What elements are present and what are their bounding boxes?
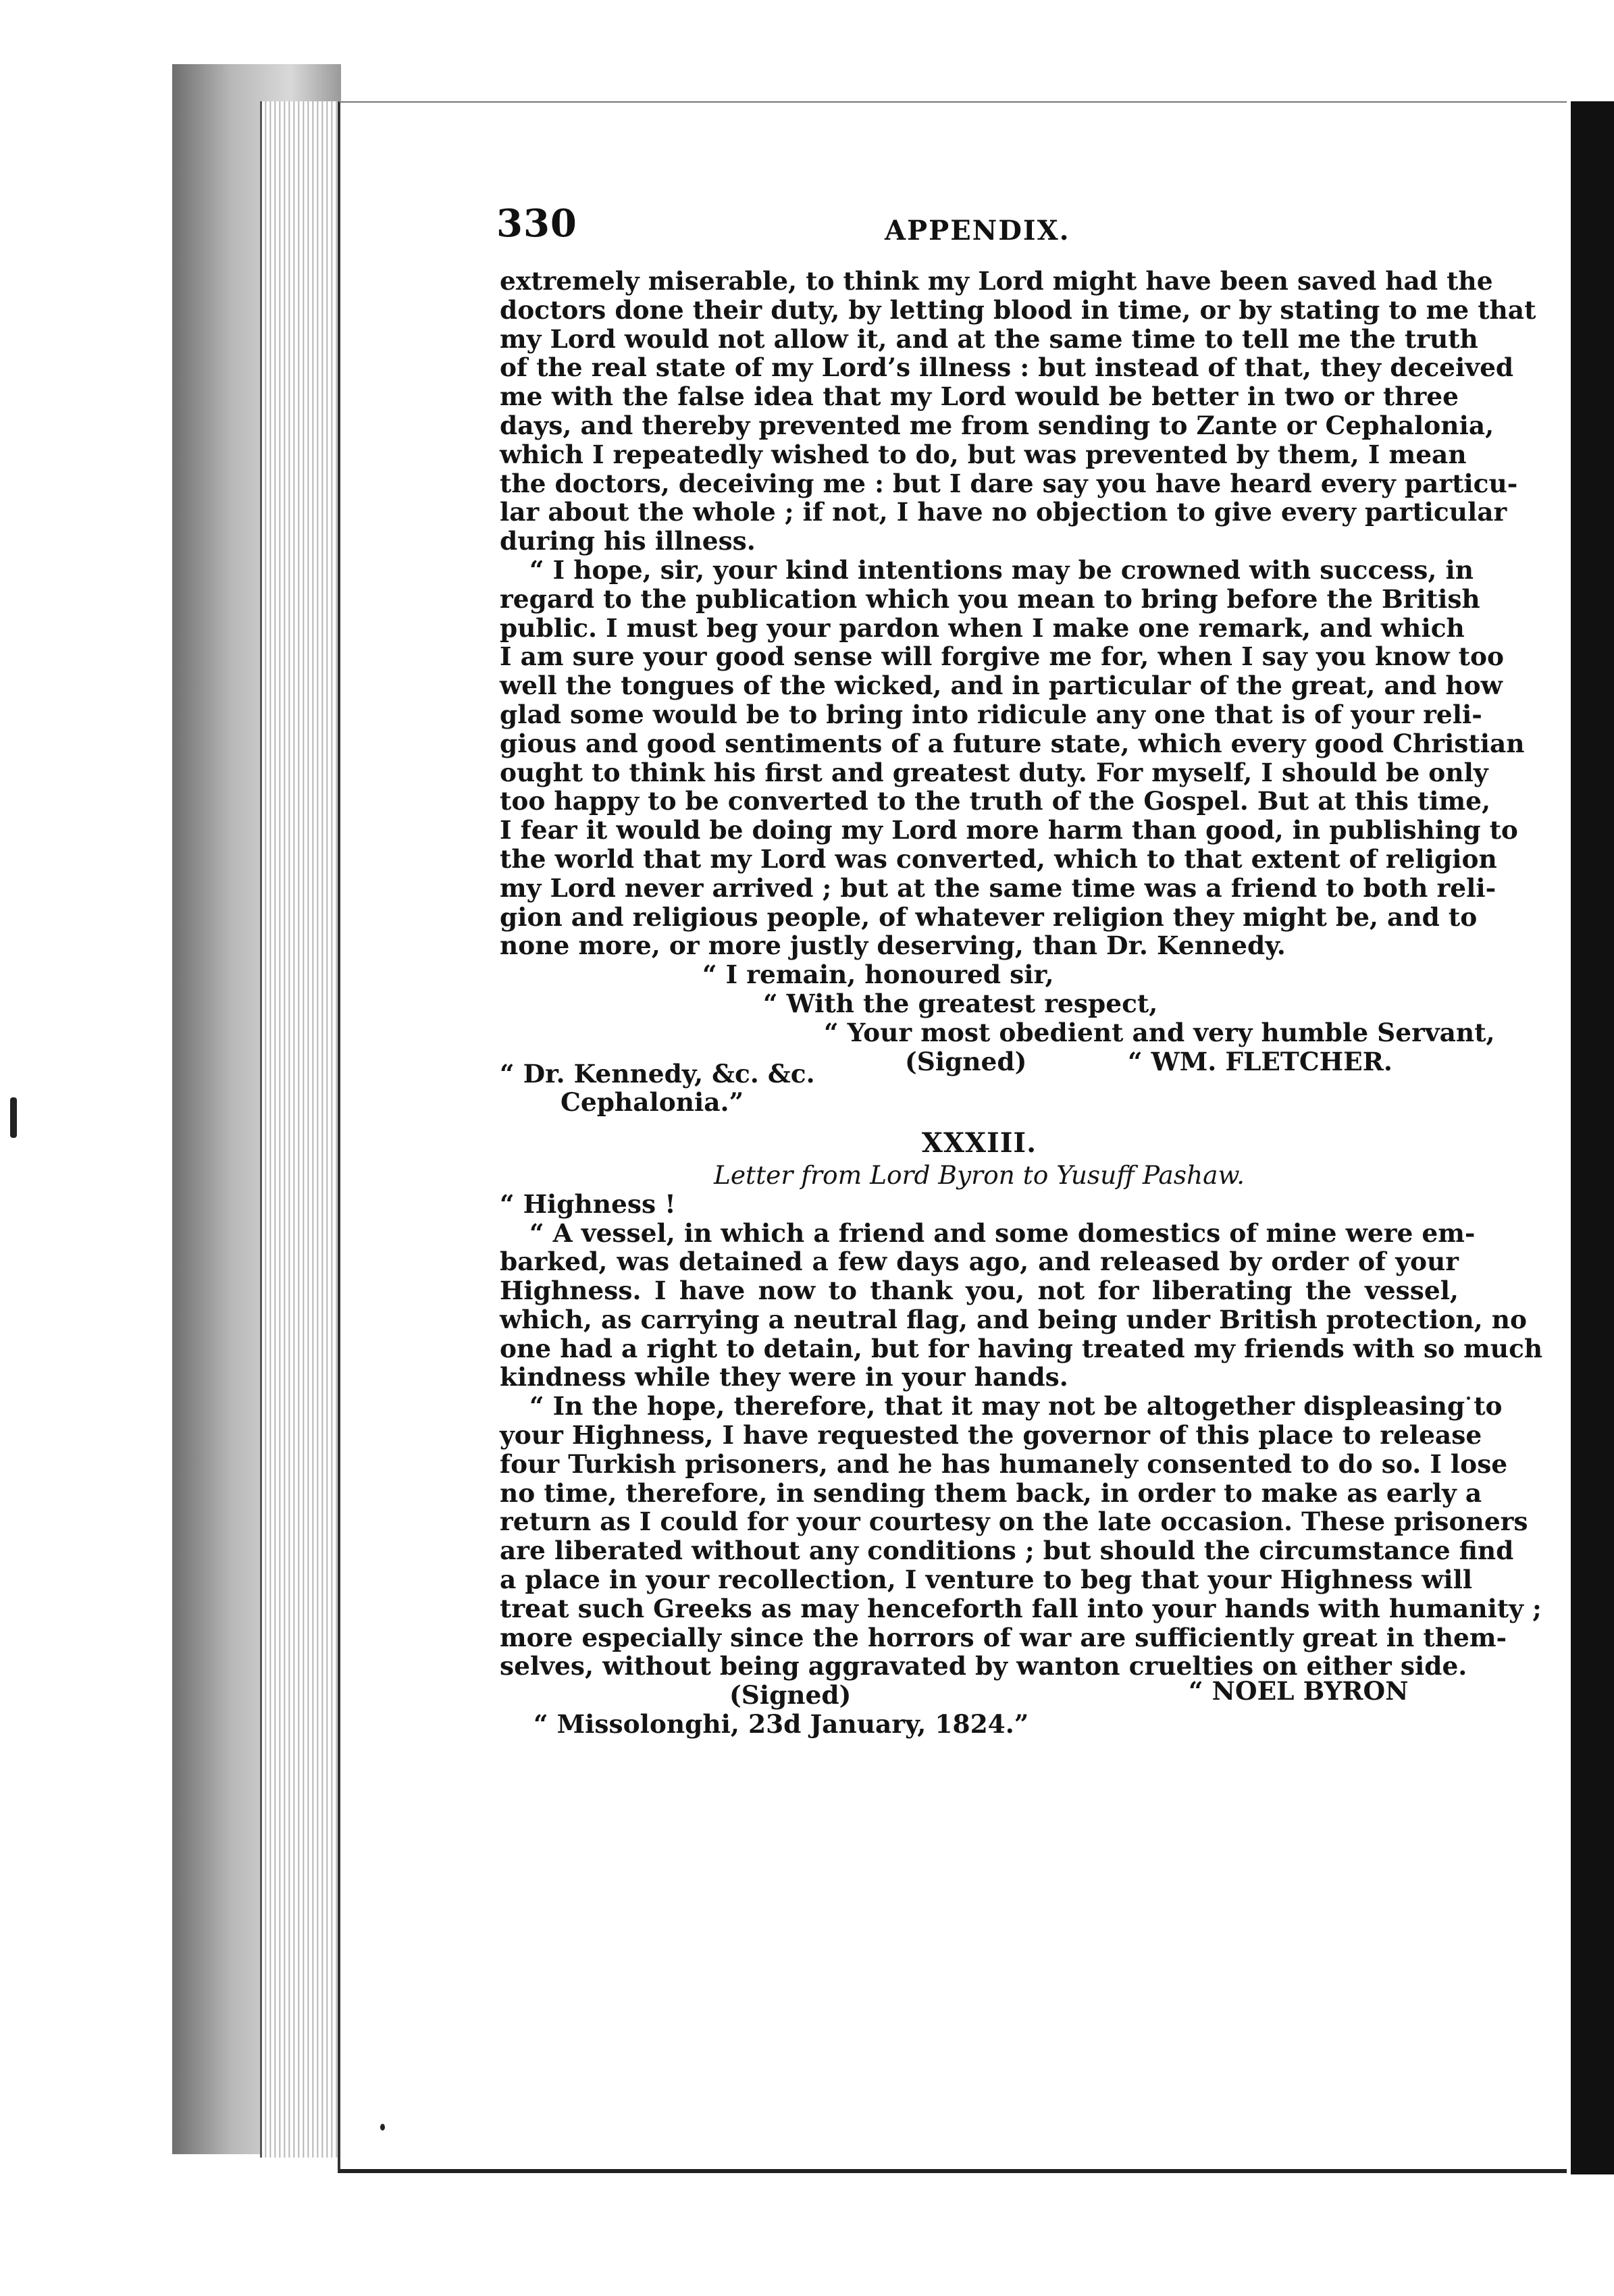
scan-speck [380, 2124, 385, 2131]
text-line: “ In the hope, therefore, that it may not be altogether displeasing to [529, 1391, 1503, 1421]
dateline: “ Missolonghi, 23d January, 1824.” [533, 1709, 1029, 1740]
text-line: which I repeatedly wished to do, but was prevented by them, I mean [500, 439, 1467, 469]
text-line: one had a right to detain, but for having treated my friends with so much [500, 1333, 1543, 1363]
text-line: lar about the whole ; if not, I have no objection to give every particular [500, 497, 1507, 527]
text-line: my Lord never arrived ; but at the same time was a friend to both reli- [500, 872, 1496, 903]
text-line: a place in your recollection, I venture to beg that your Highness will [500, 1565, 1473, 1595]
text-line: me with the false idea that my Lord would be better in two or three [500, 382, 1459, 412]
section-title: Letter from Lord Byron to Yusuff Pashaw. [713, 1159, 1245, 1190]
text-line: ought to think his first and greatest duty. For myself, I should be only [500, 757, 1488, 787]
text-line: selves, without being aggravated by wanton cruelties on either side. [500, 1651, 1467, 1681]
text-line: “ A vessel, in which a friend and some domestics of mine were em- [529, 1218, 1476, 1248]
text-line: the doctors, deceiving me : but I dare say you have heard every particu- [500, 468, 1518, 498]
text-line: during his illness. [500, 526, 756, 556]
text-line: barked, was detained a few days ago, and released by order of your [500, 1247, 1459, 1277]
signature: “ NOEL BYRON [1189, 1676, 1409, 1706]
text-line: gion and religious people, of whatever religion they might be, and to [500, 902, 1478, 932]
addressee-line: Cephalonia.” [561, 1087, 744, 1118]
scan-speck [10, 1097, 17, 1138]
text-line: I fear it would be doing my Lord more harm than good, in publishing to [500, 815, 1518, 845]
text-line: none more, or more justly deserving, than Dr. Kennedy. [500, 931, 1286, 961]
running-head: APPENDIX. [885, 215, 1070, 246]
page-text-block [500, 266, 1543, 1740]
text-line: the world that my Lord was converted, which to that extent of religion [500, 843, 1497, 874]
section-heading: XXXIII. [921, 1127, 1037, 1159]
signature-row [500, 1046, 1459, 1089]
text-line: well the tongues of the wicked, and in particular of the great, and how [500, 671, 1503, 701]
text-line: public. I must beg your pardon when I make one remark, and which [500, 612, 1465, 643]
closing-line: “ With the greatest respect, [763, 988, 1158, 1018]
text-line: of the real state of my Lord’s illness : but instead of that, they deceived [500, 353, 1514, 383]
text-line: no time, therefore, in sending them back, in order to make as early a [500, 1478, 1482, 1508]
text-line: your Highness, I have requested the governor of this place to release [500, 1420, 1482, 1451]
text-line: glad some would be to bring into ridicule any one that is of your reli- [500, 699, 1482, 729]
text-line: gious and good sentiments of a future state, which every good Christian [500, 728, 1525, 758]
addressee-line: “ Dr. Kennedy, &c. &c. [500, 1058, 815, 1089]
text-line: regard to the publication which you mean to bring before the British [500, 583, 1480, 614]
right-page-binding [1567, 101, 1614, 2174]
text-line: treat such Greeks as may henceforth fall into your hands with humanity ; [500, 1593, 1542, 1623]
text-line: I am sure your good sense will forgive me for, when I say you know too [500, 642, 1504, 672]
text-line: kindness while they were in your hands. [500, 1362, 1068, 1392]
text-line: four Turkish prisoners, and he has humanely consented to do so. I lose [500, 1449, 1508, 1479]
signature: “ WM. FLETCHER. [1128, 1046, 1392, 1076]
text-line: return as I could for your courtesy on the late occasion. These prisoners [500, 1507, 1528, 1537]
text-line: too happy to be converted to the truth of the Gospel. But at this time, [500, 786, 1491, 816]
salutation: “ Highness ! [500, 1189, 676, 1219]
text-line: which, as carrying a neutral flag, and being under British protection, no [500, 1304, 1528, 1334]
text-line: doctors done their duty, by letting blood in time, or by stating to me that [500, 294, 1536, 325]
signed-label: (Signed) [729, 1680, 852, 1711]
text-line: are liberated without any conditions ; but should the circumstance find [500, 1536, 1514, 1566]
text-line: extremely miserable, to think my Lord might have been saved had the [500, 266, 1493, 296]
text-line: my Lord would not allow it, and at the same time to tell me the truth [500, 323, 1478, 354]
page-number: 330 [496, 201, 577, 246]
closing-line: “ I remain, honoured sir, [702, 960, 1054, 990]
signature-row [500, 1676, 1459, 1711]
closing-line: “ Your most obedient and very humble Servant, [824, 1017, 1495, 1047]
text-line: days, and thereby prevented me from sending to Zante or Cephalonia, [500, 410, 1494, 440]
page-stack-edges [260, 101, 343, 2158]
text-line: more especially since the horrors of war are sufficiently great in them- [500, 1622, 1507, 1652]
text-line: “ I hope, sir, your kind intentions may be crowned with success, in [529, 554, 1474, 585]
text-line: Highness. I have now to thank you, not for liberating the vessel, [500, 1276, 1459, 1306]
signed-label: (Signed) [905, 1046, 1027, 1076]
